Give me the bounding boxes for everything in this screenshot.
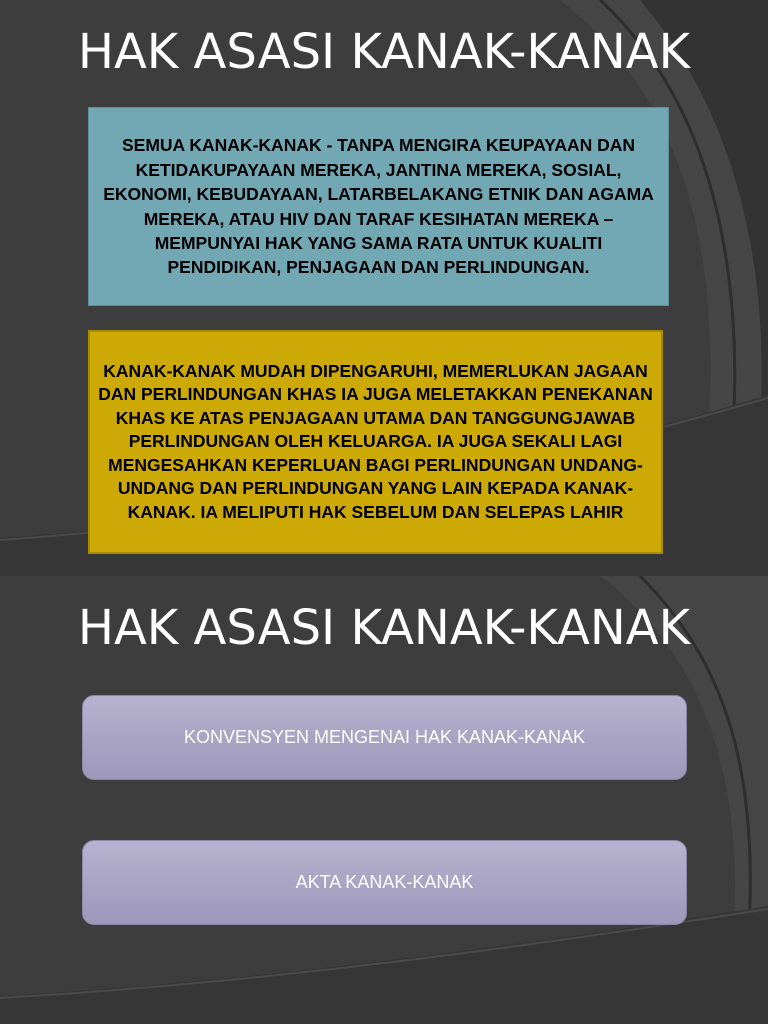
info-box-gold-text: KANAK-KANAK MUDAH DIPENGARUHI, MEMERLUKAN JAGAAN DAN PERLINDUNGAN KHAS IA JUGA MELETAKKAN PENEKANAN KHAS KE ATAS PENJAGAAN UTAMA DAN TANGGUNGJAWAB PERLINDUNGAN OLEH KELUARGA. IA JUGA SEKALI LAGI MENGESAHKAN KEPERLUAN BAGI PERLINDUNGAN UNDANG-UNDANG DAN PERLINDUNGAN YANG LAIN KEPADA KANAK-KANAK. IA MELIPUTI HAK SEBELUM DAN SELEPAS LAHIR: [98, 360, 653, 522]
list-item-konvensyen[interactable]: [82, 695, 687, 780]
page-title: HAK ASASI KANAK-KANAK: [77, 24, 691, 80]
slide-2: [0, 576, 768, 1024]
list-item-label: KONVENSYEN MENGENAI HAK KANAK-KANAK: [183, 727, 586, 747]
info-box-blue-text: SEMUA KANAK-KANAK - TANPA MENGIRA KEUPAYAAN DAN KETIDAKUPAYAAN MEREKA, JANTINA MEREKA, SOSIAL, EKONOMI, KEBUDAYAAN, LATARBELAKANG ETNIK DAN AGAMA MEREKA, ATAU HIV DAN TARAF KESIHATAN MEREKA – MEMPUNYAI HAK YANG SAMA RATA UNTUK KUALITI PENDIDIKAN, PENJAGAAN DAN PERLINDUNGAN.: [103, 135, 654, 278]
list-item-akta[interactable]: [82, 840, 687, 925]
list-item-label: AKTA KANAK-KANAK: [295, 872, 474, 892]
info-box-blue: [88, 107, 669, 306]
info-box-gold: [88, 330, 663, 554]
page-title: HAK ASASI KANAK-KANAK: [77, 600, 691, 656]
